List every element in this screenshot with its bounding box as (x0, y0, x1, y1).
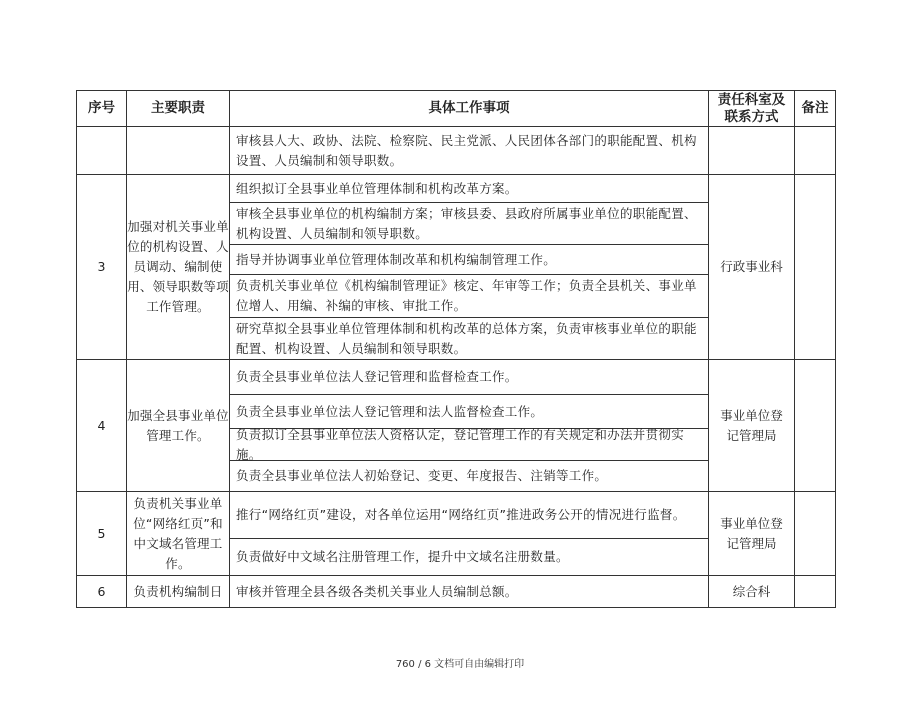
work-item: 负责机关事业单位《机构编制管理证》核定、年审等工作；负责全县机关、事业单位增人、用编、补编的审核、审批工作。 (230, 274, 708, 317)
work-item: 负责全县事业单位法人登记管理和监督检查工作。 (236, 369, 518, 384)
row-note (795, 576, 836, 608)
duty-table (76, 90, 836, 608)
header-dept: 责任科室及联系方式 (709, 91, 795, 127)
row-dept: 行政事业科 (709, 175, 795, 360)
page-footer: 760 / 6 文档可自由编辑打印 (395, 659, 525, 670)
row-number: 5 (77, 492, 127, 576)
row-work-items (230, 360, 709, 492)
row-dept: 综合科 (709, 576, 795, 608)
row-number: 3 (77, 175, 127, 360)
row-duty: 加强对机关事业单位的机构设置、人员调动、编制使用、领导职数等项工作管理。 (127, 175, 230, 360)
row-note (795, 360, 836, 492)
header-duty: 主要职责 (127, 91, 230, 127)
row-note (795, 175, 836, 360)
work-item: 审核县人大、政协、法院、检察院、民主党派、人民团体各部门的职能配置、机构设置、人员编制和领导职数。 (236, 132, 697, 168)
row-dept: 事业单位登记管理局 (709, 360, 795, 492)
row-work-items (230, 492, 709, 576)
row-work-items (230, 175, 709, 360)
row-dept (709, 127, 795, 175)
row-number: 4 (77, 360, 127, 492)
table-row (77, 492, 836, 576)
row-note (795, 492, 836, 576)
row-number (77, 127, 127, 175)
row-work-items (230, 127, 709, 175)
work-item: 负责做好中文域名注册管理工作，提升中文域名注册数量。 (230, 538, 708, 575)
work-item: 负责拟订全县事业单位法人资格认定，登记管理工作的有关规定和办法并贯彻实施。 (230, 428, 708, 460)
work-item: 组织拟订全县事业单位管理体制和机构改革方案。 (236, 180, 518, 196)
header-row (77, 91, 836, 127)
work-item: 负责全县事业单位法人登记管理和法人监督检查工作。 (230, 394, 708, 428)
row-dept: 事业单位登记管理局 (709, 492, 795, 576)
table-row (77, 360, 836, 492)
row-duty: 加强全县事业单位管理工作。 (127, 360, 230, 492)
row-note (795, 127, 836, 175)
table-row (77, 576, 836, 608)
row-number: 6 (77, 576, 127, 608)
table-row (77, 127, 836, 175)
header-no: 序号 (77, 91, 127, 127)
work-item: 研究草拟全县事业单位管理体制和机构改革的总体方案，负责审核事业单位的职能配置、机构设置、人员编制和领导职数。 (230, 317, 708, 359)
work-item: 审核全县事业单位的机构编制方案；审核县委、县政府所属事业单位的职能配置、机构设置、人员编制和领导职数。 (230, 202, 708, 244)
table-row (77, 175, 836, 360)
header-note: 备注 (795, 91, 836, 127)
row-duty: 负责机构编制日 (127, 576, 230, 608)
work-item: 推行“网络红页”建设，对各单位运用“网络红页”推进政务公开的情况进行监督。 (236, 507, 686, 522)
row-duty (127, 127, 230, 175)
row-duty: 负责机关事业单位“网络红页”和中文域名管理工作。 (127, 492, 230, 576)
work-item: 审核并管理全县各级各类机关事业人员编制总额。 (236, 583, 518, 599)
row-work-items (230, 576, 709, 608)
header-work: 具体工作事项 (230, 91, 709, 127)
work-item: 指导并协调事业单位管理体制改革和机构编制管理工作。 (230, 244, 708, 274)
work-item: 负责全县事业单位法人初始登记、变更、年度报告、注销等工作。 (230, 460, 708, 491)
